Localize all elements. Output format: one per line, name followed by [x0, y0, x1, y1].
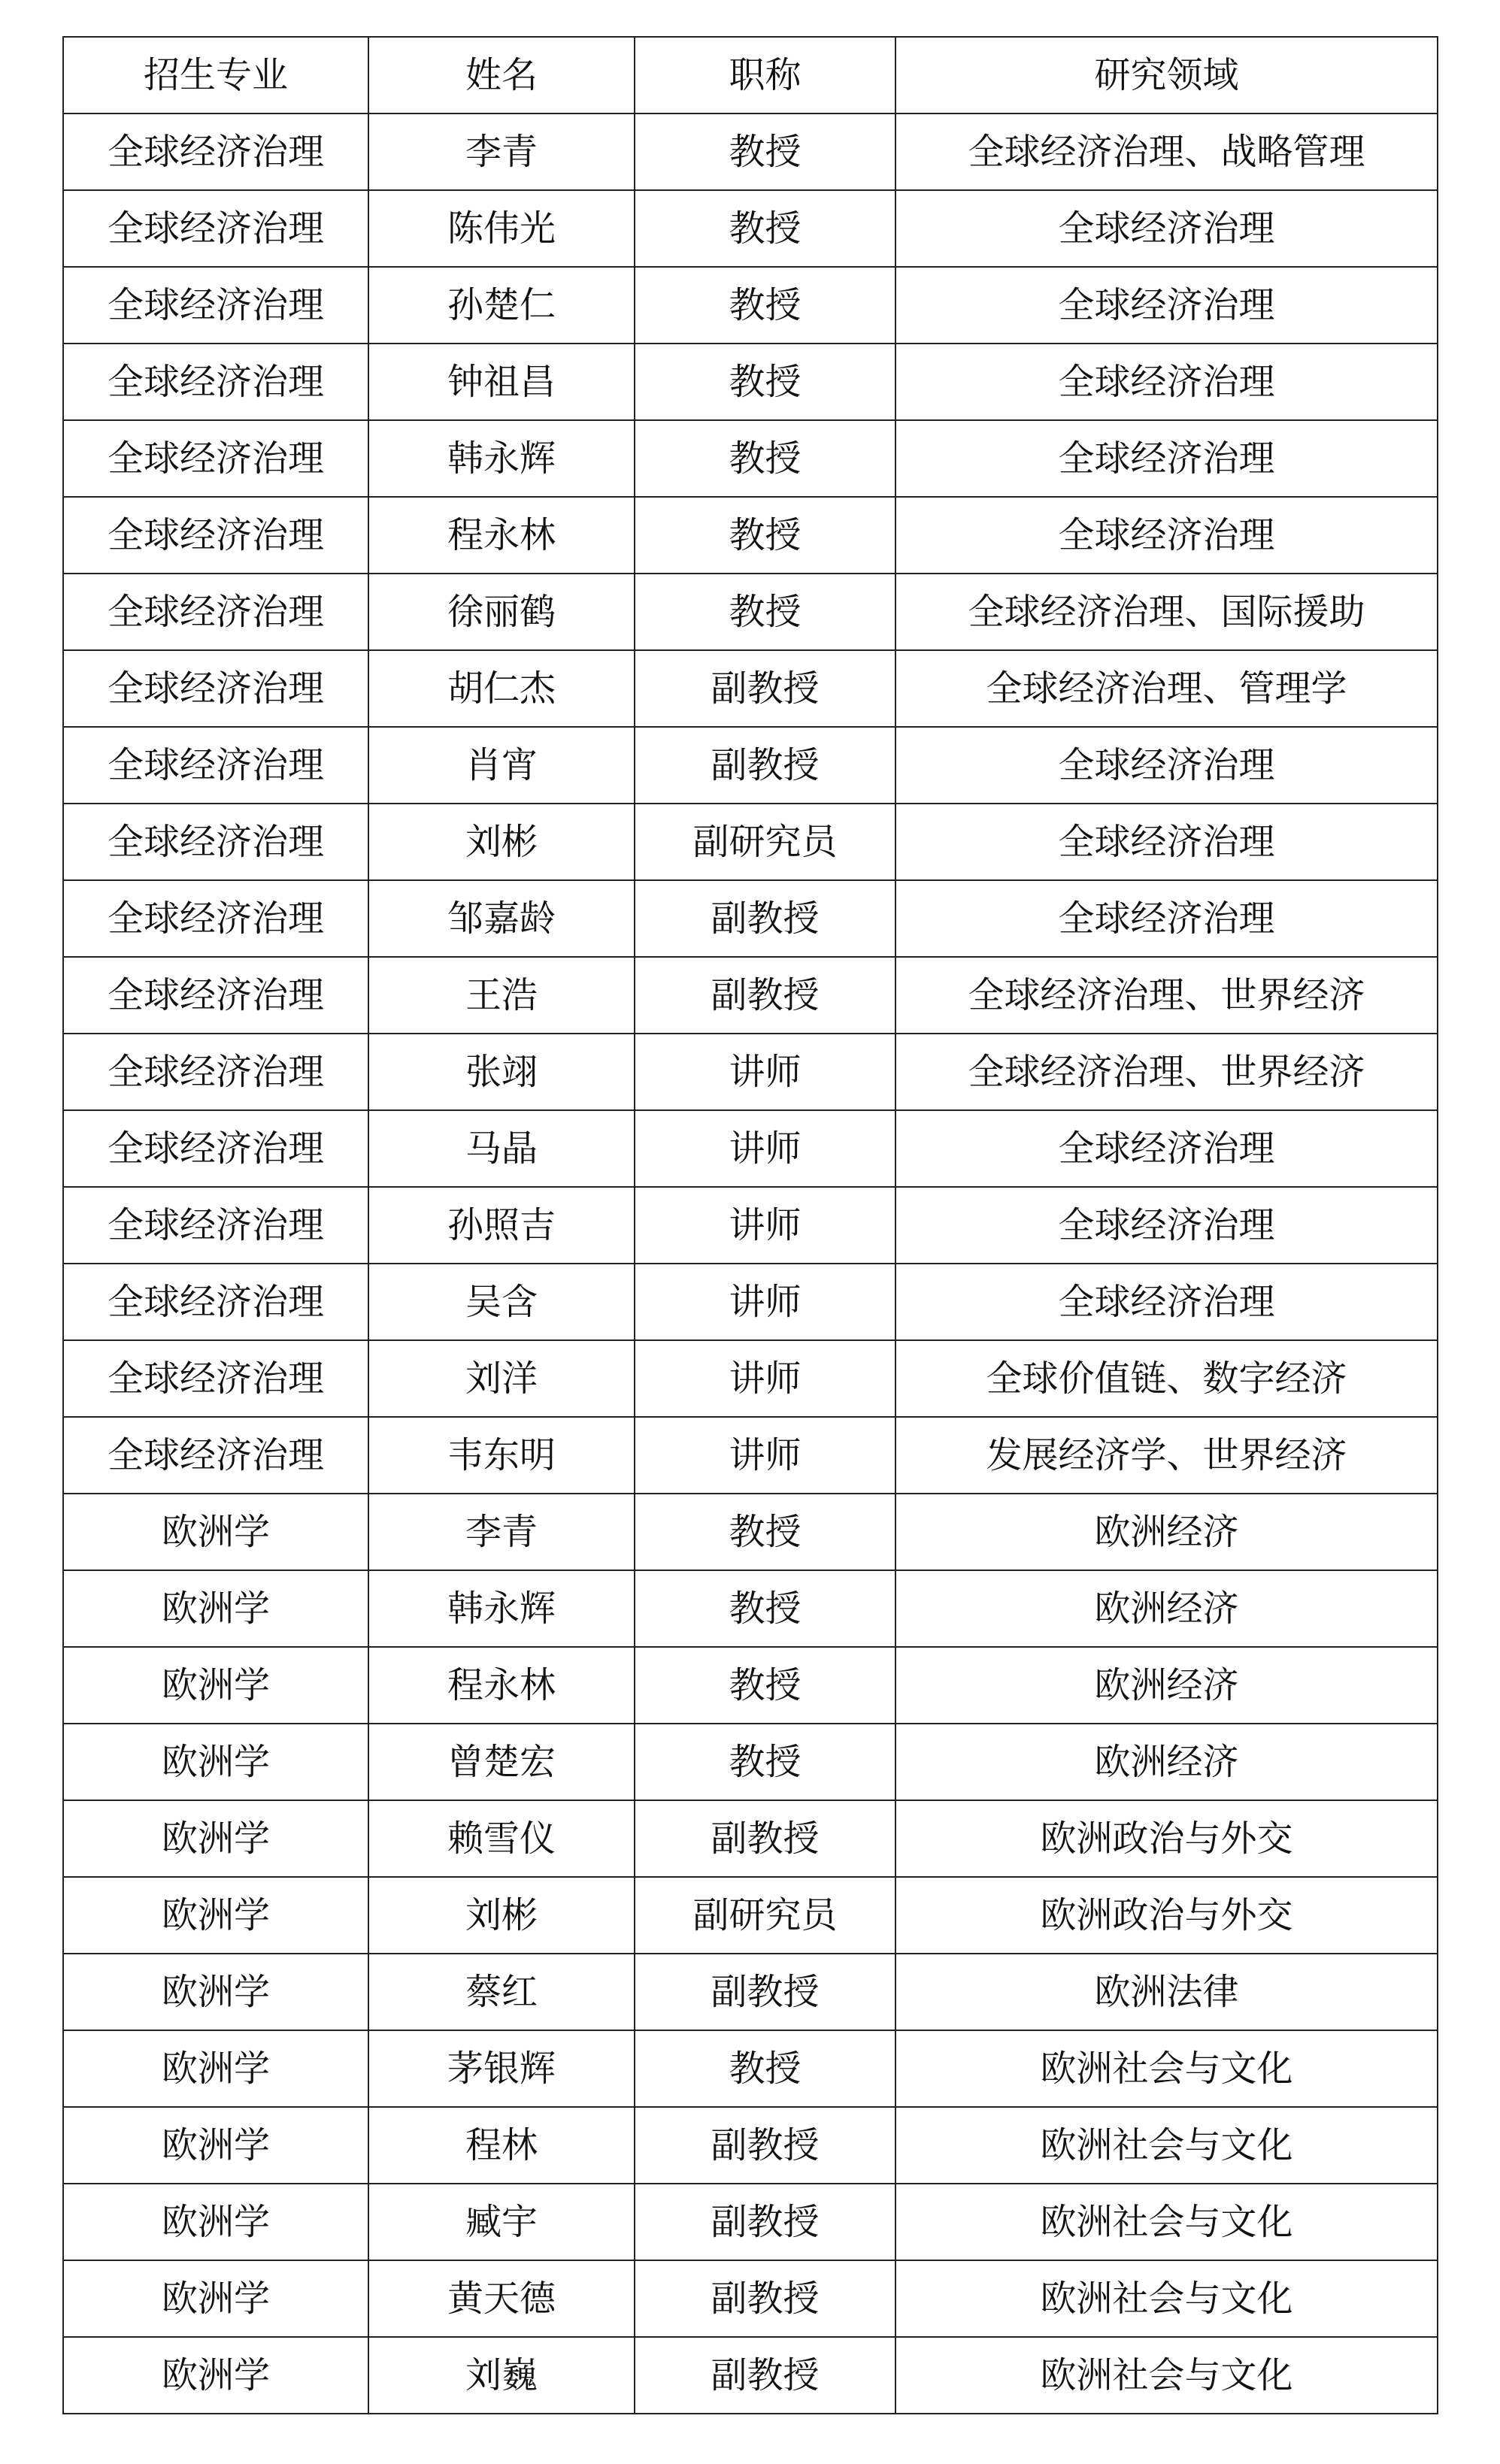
cell-major: 全球经济治理: [63, 574, 368, 650]
cell-research-field: 全球经济治理: [895, 727, 1438, 804]
cell-name: 刘彬: [368, 804, 635, 880]
cell-major: 全球经济治理: [63, 1187, 368, 1264]
cell-research-field: 全球经济治理: [895, 804, 1438, 880]
cell-research-field: 欧洲法律: [895, 1954, 1438, 2030]
header-name: 姓名: [368, 37, 635, 114]
table-row: [63, 1570, 1438, 1647]
cell-major: 全球经济治理: [63, 1264, 368, 1340]
cell-research-field: 全球经济治理、管理学: [895, 650, 1438, 727]
cell-title: 教授: [635, 1647, 895, 1724]
cell-name: 吴含: [368, 1264, 635, 1340]
table-row: [63, 1417, 1438, 1494]
cell-major: 全球经济治理: [63, 114, 368, 190]
cell-major: 全球经济治理: [63, 650, 368, 727]
cell-title: 教授: [635, 1570, 895, 1647]
cell-title: 副教授: [635, 2260, 895, 2337]
cell-title: 教授: [635, 344, 895, 420]
cell-research-field: 欧洲经济: [895, 1494, 1438, 1570]
table-row: [63, 1034, 1438, 1110]
cell-major: 全球经济治理: [63, 1034, 368, 1110]
faculty-table-container: [62, 36, 1438, 2414]
cell-name: 钟祖昌: [368, 344, 635, 420]
cell-major: 欧洲学: [63, 2030, 368, 2107]
table-row: [63, 1800, 1438, 1877]
cell-research-field: 全球经济治理: [895, 267, 1438, 344]
cell-major: 全球经济治理: [63, 1340, 368, 1417]
table-row: [63, 2030, 1438, 2107]
cell-major: 欧洲学: [63, 2184, 368, 2260]
cell-research-field: 全球经济治理: [895, 1110, 1438, 1187]
cell-research-field: 欧洲经济: [895, 1570, 1438, 1647]
header-major: 招生专业: [63, 37, 368, 114]
cell-name: 马晶: [368, 1110, 635, 1187]
cell-title: 教授: [635, 1494, 895, 1570]
table-row: [63, 1110, 1438, 1187]
cell-name: 孙楚仁: [368, 267, 635, 344]
cell-name: 李青: [368, 114, 635, 190]
table-row: [63, 1877, 1438, 1954]
cell-title: 副研究员: [635, 804, 895, 880]
header-title: 职称: [635, 37, 895, 114]
cell-major: 全球经济治理: [63, 344, 368, 420]
cell-name: 曾楚宏: [368, 1724, 635, 1800]
table-row: [63, 957, 1438, 1034]
cell-title: 副教授: [635, 2337, 895, 2414]
cell-research-field: 全球经济治理、国际援助: [895, 574, 1438, 650]
table-row: [63, 2184, 1438, 2260]
cell-major: 欧洲学: [63, 2260, 368, 2337]
cell-major: 欧洲学: [63, 1800, 368, 1877]
table-row: [63, 727, 1438, 804]
cell-title: 副教授: [635, 650, 895, 727]
cell-title: 教授: [635, 2030, 895, 2107]
table-row: [63, 190, 1438, 267]
header-research-field: 研究领域: [895, 37, 1438, 114]
cell-name: 李青: [368, 1494, 635, 1570]
cell-research-field: 欧洲经济: [895, 1724, 1438, 1800]
table-row: [63, 1724, 1438, 1800]
cell-major: 全球经济治理: [63, 880, 368, 957]
cell-name: 黄天德: [368, 2260, 635, 2337]
cell-major: 全球经济治理: [63, 420, 368, 497]
cell-research-field: 欧洲政治与外交: [895, 1800, 1438, 1877]
cell-name: 肖宵: [368, 727, 635, 804]
cell-research-field: 全球经济治理、世界经济: [895, 1034, 1438, 1110]
cell-research-field: 欧洲政治与外交: [895, 1877, 1438, 1954]
cell-major: 欧洲学: [63, 1724, 368, 1800]
cell-major: 全球经济治理: [63, 497, 368, 574]
cell-research-field: 全球经济治理: [895, 344, 1438, 420]
cell-research-field: 全球经济治理、战略管理: [895, 114, 1438, 190]
cell-title: 讲师: [635, 1110, 895, 1187]
table-row: [63, 344, 1438, 420]
cell-title: 副研究员: [635, 1877, 895, 1954]
cell-title: 副教授: [635, 880, 895, 957]
cell-title: 讲师: [635, 1417, 895, 1494]
cell-name: 孙照吉: [368, 1187, 635, 1264]
cell-name: 韩永辉: [368, 1570, 635, 1647]
cell-name: 刘巍: [368, 2337, 635, 2414]
cell-major: 全球经济治理: [63, 1110, 368, 1187]
cell-name: 程永林: [368, 1647, 635, 1724]
cell-major: 欧洲学: [63, 2337, 368, 2414]
table-row: [63, 1954, 1438, 2030]
cell-title: 讲师: [635, 1034, 895, 1110]
cell-major: 欧洲学: [63, 2107, 368, 2184]
cell-title: 副教授: [635, 1954, 895, 2030]
cell-title: 教授: [635, 114, 895, 190]
cell-name: 程永林: [368, 497, 635, 574]
cell-research-field: 欧洲社会与文化: [895, 2260, 1438, 2337]
table-row: [63, 1264, 1438, 1340]
table-row: [63, 880, 1438, 957]
cell-research-field: 全球经济治理: [895, 1264, 1438, 1340]
cell-major: 欧洲学: [63, 1570, 368, 1647]
cell-research-field: 欧洲社会与文化: [895, 2184, 1438, 2260]
cell-title: 教授: [635, 190, 895, 267]
cell-title: 教授: [635, 420, 895, 497]
cell-name: 邹嘉龄: [368, 880, 635, 957]
cell-title: 讲师: [635, 1187, 895, 1264]
cell-major: 全球经济治理: [63, 1417, 368, 1494]
table-row: [63, 2260, 1438, 2337]
cell-research-field: 发展经济学、世界经济: [895, 1417, 1438, 1494]
cell-title: 教授: [635, 574, 895, 650]
cell-name: 韦东明: [368, 1417, 635, 1494]
table-row: [63, 650, 1438, 727]
cell-research-field: 全球经济治理: [895, 190, 1438, 267]
table-row: [63, 574, 1438, 650]
table-row: [63, 2337, 1438, 2414]
cell-research-field: 全球价值链、数字经济: [895, 1340, 1438, 1417]
table-row: [63, 114, 1438, 190]
cell-major: 全球经济治理: [63, 957, 368, 1034]
cell-title: 副教授: [635, 727, 895, 804]
cell-research-field: 全球经济治理: [895, 880, 1438, 957]
cell-title: 讲师: [635, 1340, 895, 1417]
cell-name: 赖雪仪: [368, 1800, 635, 1877]
table-row: [63, 267, 1438, 344]
cell-research-field: 全球经济治理: [895, 497, 1438, 574]
cell-title: 教授: [635, 497, 895, 574]
cell-title: 副教授: [635, 2107, 895, 2184]
table-body: [63, 114, 1438, 2414]
cell-name: 张翊: [368, 1034, 635, 1110]
table-row: [63, 1187, 1438, 1264]
table-row: [63, 1494, 1438, 1570]
cell-research-field: 全球经济治理: [895, 1187, 1438, 1264]
cell-name: 程林: [368, 2107, 635, 2184]
cell-research-field: 全球经济治理: [895, 420, 1438, 497]
cell-research-field: 欧洲社会与文化: [895, 2107, 1438, 2184]
cell-name: 臧宇: [368, 2184, 635, 2260]
cell-title: 教授: [635, 1724, 895, 1800]
cell-major: 欧洲学: [63, 1877, 368, 1954]
cell-research-field: 全球经济治理、世界经济: [895, 957, 1438, 1034]
cell-research-field: 欧洲社会与文化: [895, 2337, 1438, 2414]
cell-major: 全球经济治理: [63, 804, 368, 880]
cell-name: 胡仁杰: [368, 650, 635, 727]
table-row: [63, 1647, 1438, 1724]
cell-name: 徐丽鹤: [368, 574, 635, 650]
cell-name: 刘彬: [368, 1877, 635, 1954]
cell-major: 全球经济治理: [63, 190, 368, 267]
table-row: [63, 497, 1438, 574]
table-row: [63, 420, 1438, 497]
cell-major: 全球经济治理: [63, 267, 368, 344]
cell-major: 欧洲学: [63, 1647, 368, 1724]
cell-name: 茅银辉: [368, 2030, 635, 2107]
cell-research-field: 欧洲经济: [895, 1647, 1438, 1724]
cell-major: 全球经济治理: [63, 727, 368, 804]
cell-title: 讲师: [635, 1264, 895, 1340]
cell-major: 欧洲学: [63, 1494, 368, 1570]
cell-name: 韩永辉: [368, 420, 635, 497]
table-row: [63, 804, 1438, 880]
cell-major: 欧洲学: [63, 1954, 368, 2030]
cell-title: 副教授: [635, 2184, 895, 2260]
cell-name: 陈伟光: [368, 190, 635, 267]
cell-name: 蔡红: [368, 1954, 635, 2030]
cell-title: 副教授: [635, 957, 895, 1034]
cell-title: 教授: [635, 267, 895, 344]
cell-title: 副教授: [635, 1800, 895, 1877]
cell-research-field: 欧洲社会与文化: [895, 2030, 1438, 2107]
faculty-table: [62, 36, 1438, 2414]
cell-name: 王浩: [368, 957, 635, 1034]
table-row: [63, 1340, 1438, 1417]
table-row: [63, 2107, 1438, 2184]
table-header-row: [63, 37, 1438, 114]
cell-name: 刘洋: [368, 1340, 635, 1417]
